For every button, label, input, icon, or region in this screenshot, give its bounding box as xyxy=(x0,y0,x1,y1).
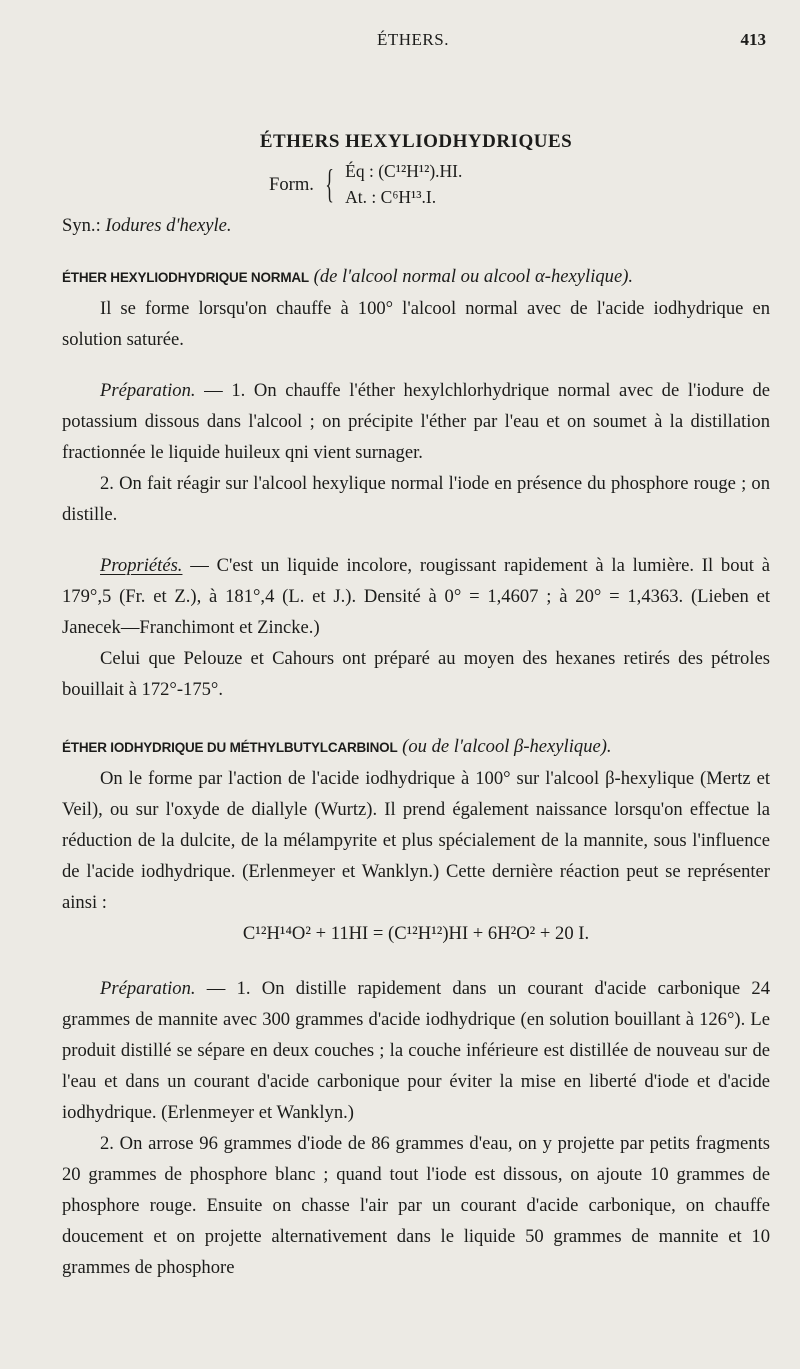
section-heading-note: (ou de l'alcool β-hexylique). xyxy=(402,736,612,757)
reaction-equation: C¹²H¹⁴O² + 11HI = (C¹²H¹²)HI + 6H²O² + 20 I. xyxy=(242,923,590,944)
preparation-text: — 1. On chauffe l'éther hexylchlorhydrique normal avec de l'iodure de potassium dissous dans l'alcool ; on précipite l'éther par l'eau et on soumet à la distillation fractionnée le liquide huileux qni vient surnager. xyxy=(62,380,770,463)
preparation-method-2: 2. On arrose 96 grammes d'iode de 86 grammes d'eau, on y projette par petits fragments 20 grammes de phosphore blanc ; quand tout l'iode est dissous, on ajoute 10 grammes de phosphore rouge. Ensuite on chasse l'air par un courant d'acide carbonique, on chauffe doucement et on projette alternativement dans le liquide 50 grammes de mannite et 10 grammes de phosphore xyxy=(62,1133,770,1278)
formula-block xyxy=(269,158,770,210)
page-number: 413 xyxy=(740,30,766,49)
section-heading-normal xyxy=(62,261,770,293)
preparation-label: Préparation. xyxy=(100,380,196,401)
paragraph: Celui que Pelouze et Cahours ont préparé au moyen des hexanes retirés des pétroles bouillait à 172°-175°. xyxy=(62,648,770,700)
preparation-paragraph xyxy=(62,973,770,1128)
synonym-value: Iodures d'hexyle. xyxy=(105,215,232,236)
synonym-line xyxy=(62,210,770,241)
section-heading-text: ÉTHER IODHYDRIQUE DU MÉTHYLBUTYLCARBINOL xyxy=(62,740,398,755)
running-header xyxy=(60,30,766,54)
formula-at: At. : C⁶H¹³.I. xyxy=(345,187,437,207)
preparation-paragraph xyxy=(62,375,770,468)
paragraph: On le forme par l'action de l'acide iodhydrique à 100° sur l'alcool β-hexylique (Mertz et Veil), ou sur l'oxyde de diallyle (Wurtz). Il prend également naissance lorsqu'on effectue la réduction de la dulcite, de la mélampyrite et plus spécialement de la mannite, sous l'influence de l'acide iodhydrique. (Erlenmeyer et Wanklyn.) Cette dernière réaction peut se représenter ainsi : xyxy=(62,768,770,913)
brace-icon: { xyxy=(325,161,334,206)
equation-block xyxy=(62,918,770,949)
running-title: ÉTHERS. xyxy=(377,30,449,49)
page-body xyxy=(62,128,770,1283)
section-heading-text: ÉTHER HEXYLIODHYDRIQUE NORMAL xyxy=(62,270,309,285)
chapter-title: ÉTHERS HEXYLIODHYDRIQUES xyxy=(259,131,573,152)
preparation-text: — 1. On distille rapidement dans un courant d'acide carbonique 24 grammes de mannite avec 300 grammes d'acide iodhydrique (en solution bouillant à 126°). Le produit distillé se sépare en deux couches ; la couche inférieure est distillée de nouveau sur de l'eau et dans un courant d'acide carbonique pour éviter la mise en liberté d'iode et d'acide iodhydrique. (Erlenmeyer et Wanklyn.) xyxy=(62,978,770,1123)
properties-text: — C'est un liquide incolore, rougissant rapidement à la lumière. Il bout à 179°,5 (Fr. et Z.), à 181°,4 (L. et J.). Densité à 0° = 1,4607 ; à 20° = 1,4363. (Lieben et Janecek—Franchimont et Zincke.) xyxy=(62,555,770,638)
formula-rows xyxy=(345,158,462,210)
paragraph: Il se forme lorsqu'on chauffe à 100° l'alcool normal avec de l'acide iodhydrique en solution saturée. xyxy=(62,298,770,350)
preparation-label: Préparation. xyxy=(100,978,196,999)
formula-eq: Éq : (C¹²H¹²).HI. xyxy=(345,161,463,181)
synonym-label: Syn.: xyxy=(62,215,101,236)
preparation-method-2: 2. On fait réagir sur l'alcool hexylique normal l'iode en présence du phosphore rouge ; on distille. xyxy=(62,473,770,525)
section-heading-note: (de l'alcool normal ou alcool α-hexylique). xyxy=(313,266,634,287)
section-heading-methylbutyl xyxy=(62,731,770,763)
properties-label: Propriétés. xyxy=(100,555,183,576)
formula-label: Form. xyxy=(269,173,314,195)
properties-paragraph xyxy=(62,550,770,643)
